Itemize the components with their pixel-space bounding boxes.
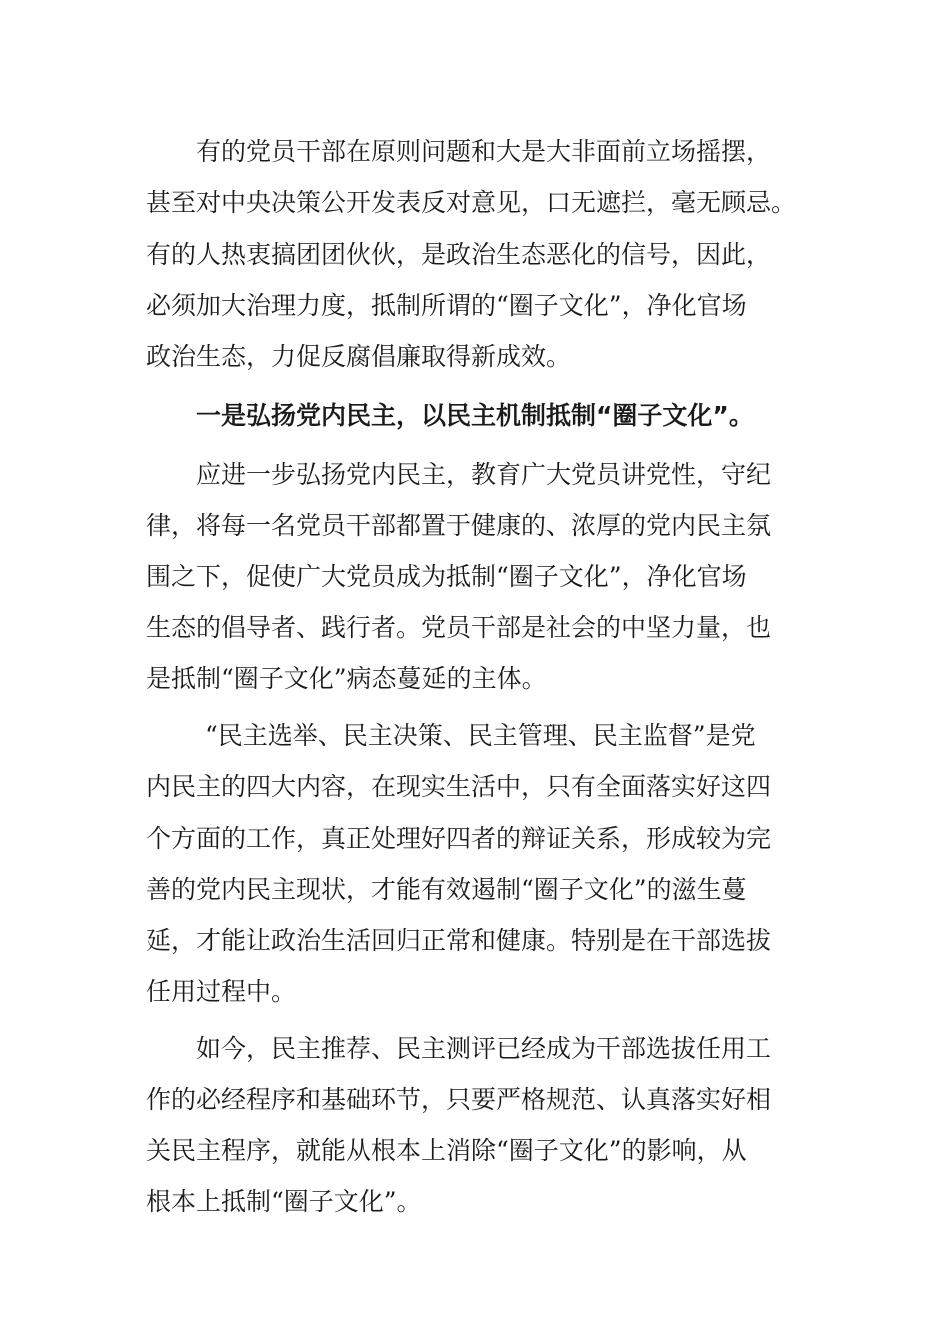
paragraph-4-line-3: 个方面的工作，真正处理好四者的辩证关系，形成较为完 bbox=[146, 824, 772, 853]
paragraph-1-line-4: 必须加大治理力度，抵制所谓的“圈子文化”，净化官场 bbox=[146, 291, 747, 320]
paragraph-4-line-4: 善的党内民主现状，才能有效遏制“圈子文化”的滋生蔓 bbox=[146, 875, 747, 904]
paragraph-1-line-1: 有的党员干部在原则问题和大是大非面前立场摇摆， bbox=[196, 137, 772, 166]
paragraph-4-line-2: 内民主的四大内容，在现实生活中，只有全面落实好这四 bbox=[146, 772, 772, 801]
paragraph-5-line-2: 作的必经程序和基础环节，只要严格规范、认真落实好相 bbox=[146, 1085, 772, 1114]
section-heading: 一是弘扬党内民主，以民主机制抵制“圈子文化”。 bbox=[196, 401, 754, 430]
paragraph-3-line-1: 应进一步弘扬党内民主，教育广大党员讲党性，守纪 bbox=[196, 460, 772, 489]
paragraph-5-line-4: 根本上抵制“圈子文化”。 bbox=[146, 1187, 422, 1216]
paragraph-3-line-2: 律，将每一名党员干部都置于健康的、浓厚的党内民主氛 bbox=[146, 511, 772, 540]
paragraph-5-line-3: 关民主程序，就能从根本上消除“圈子文化”的影响，从 bbox=[146, 1136, 747, 1165]
paragraph-5-line-1: 如今，民主推荐、民主测评已经成为干部选拔任用工 bbox=[196, 1034, 772, 1063]
paragraph-3-line-4: 生态的倡导者、践行者。党员干部是社会的中坚力量，也 bbox=[146, 613, 772, 642]
paragraph-1-line-3: 有的人热衷搞团团伙伙，是政治生态恶化的信号，因此， bbox=[146, 240, 772, 269]
paragraph-4-line-1: “民主选举、民主决策、民主管理、民主监督”是党 bbox=[205, 721, 756, 750]
paragraph-3-line-5: 是抵制“圈子文化”病态蔓延的主体。 bbox=[146, 664, 547, 693]
paragraph-3-line-3: 围之下，促使广大党员成为抵制“圈子文化”，净化官场 bbox=[146, 562, 747, 591]
paragraph-4-line-6: 任用过程中。 bbox=[146, 977, 297, 1006]
paragraph-1-line-2: 甚至对中央决策公开发表反对意见，口无遮拦，毫无顾忌。 bbox=[146, 188, 797, 217]
paragraph-1-line-5: 政治生态，力促反腐倡廉取得新成效。 bbox=[146, 342, 572, 371]
paragraph-4-line-5: 延，才能让政治生活回归正常和健康。特别是在干部选拔 bbox=[146, 926, 772, 955]
